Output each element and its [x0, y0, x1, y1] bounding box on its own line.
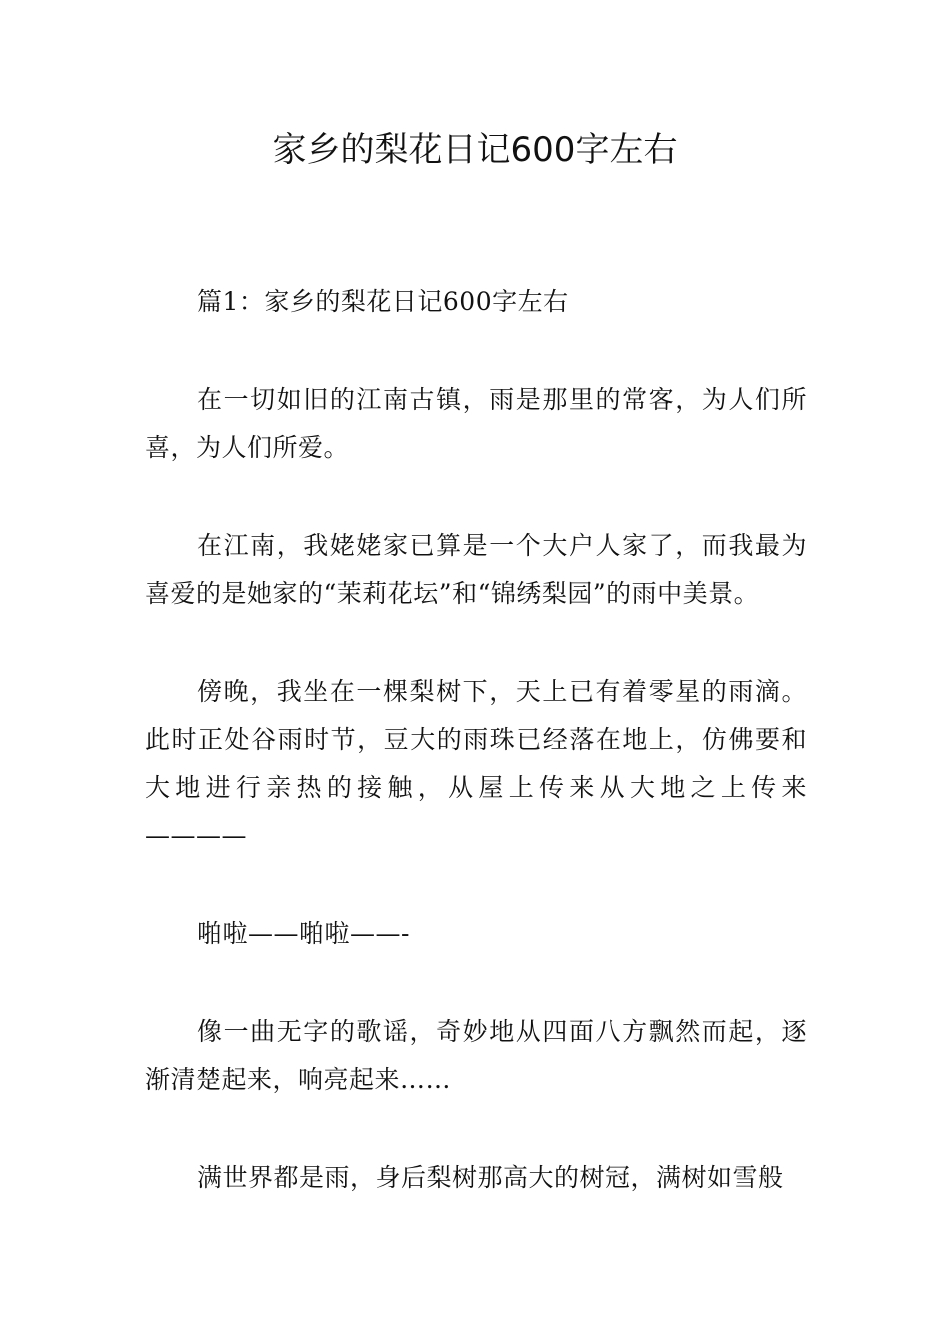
paragraph: 满世界都是雨，身后梨树那高大的树冠，满树如雪般 [197, 1163, 784, 1192]
document-body [145, 278, 807, 1252]
paragraph-heading: 篇1：家乡的梨花日记600字左右 [197, 287, 569, 316]
paragraph: 在江南，我姥姥家已算是一个大户人家了，而我最为喜爱的是她家的“茉莉花坛”和“锦绣梨园”的雨中美景。 [145, 531, 807, 608]
paragraph: 像一曲无字的歌谣，奇妙地从四面八方飘然而起，逐渐清楚起来，响亮起来…… [145, 1017, 807, 1094]
paragraph: 傍晚，我坐在一棵梨树下，天上已有着零星的雨滴。此时正处谷雨时节，豆大的雨珠已经落在地上，仿佛要和大地进行亲热的接触，从屋上传来从大地之上传来———— [145, 677, 807, 850]
paragraph: 啪啦——啪啦——- [197, 919, 410, 948]
document-title: 家乡的梨花日记600字左右 [272, 130, 678, 170]
paragraph: 在一切如旧的江南古镇，雨是那里的常客，为人们所喜，为人们所爱。 [145, 385, 807, 462]
